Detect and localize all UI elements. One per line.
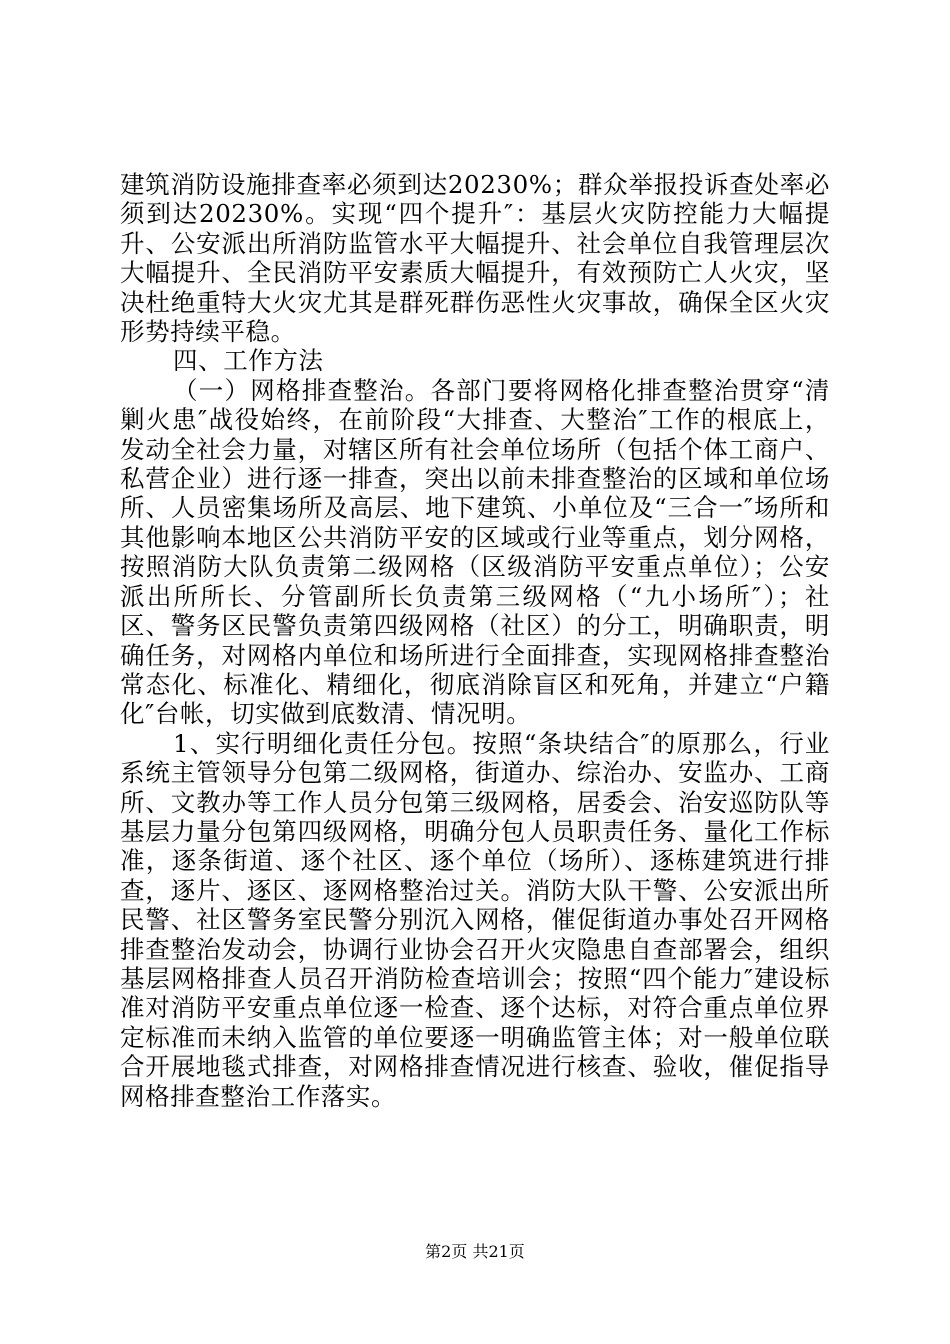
- paragraph-responsibility: 1、实行明细化责任分包。按照“条块结合″的原那么，行业系统主管领导分包第二级网格，街道办、综治办、安监办、工商所、文教办等工作人员分包第三级网格，居委会、治安巡防队等基层力量分包第四级网格，明确分包人员职责任务、量化工作标准，逐条街道、逐个社区、逐个单位（场所）、逐栋建筑进行排查，逐片、逐区、逐网格整治过关。消防大队干警、公安派出所民警、社区警务室民警分别沉入网格，催促街道办事处召开网格排查整治发动会，协调行业协会召开火灾隐患自查部署会，组织基层网格排查人员召开消防检查培训会；按照“四个能力″建设标准对消防平安重点单位逐一检查、逐个达标，对符合重点单位界定标准而未纳入监管的单位要逐一明确监管主体；对一般单位联合开展地毯式排查，对网格排查情况进行核查、验收，催促指导网格排查整治工作落实。: [120, 728, 830, 1111]
- page-number-footer: 第2页 共21页: [425, 1242, 525, 1261]
- paragraph-continuation: 建筑消防设施排查率必须到达20230%；群众举报投诉查处率必须到达20230%。实现“四个提升″：基层火灾防控能力大幅提升、公安派出所消防监管水平大幅提升、社会单位自我管理层次大幅提升、全民消防平安素质大幅提升，有效预防亡人火灾，坚决杜绝重特大火灾尤其是群死群伤恶性火灾事故，确保全区火灾形势持续平稳。: [120, 170, 830, 347]
- section-heading: 四、工作方法: [173, 346, 324, 376]
- paragraph-grid-inspection: （一）网格排查整治。各部门要将网格化排查整治贯穿“清剿火患″战役始终，在前阶段“大排查、大整治″工作的根底上，发动全社会力量，对辖区所有社会单位场所（包括个体工商户、私营企业）进行逐一排查，突出以前未排查整治的区域和单位场所、人员密集场所及高层、地下建筑、小单位及“三合一″场所和其他影响本地区公共消防平安的区域或行业等重点，划分网格，按照消防大队负责第二级网格（区级消防平安重点单位）；公安派出所所长、分管副所长负责第三级网格（“九小场所″）；社区、警务区民警负责第四级网格（社区）的分工，明确职责，明确任务，对网格内单位和场所进行全面排查，实现网格排查整治常态化、标准化、精细化，彻底消除盲区和死角，并建立“户籍化″台帐，切实做到底数清、情况明。: [120, 375, 830, 729]
- document-body: [120, 170, 830, 1111]
